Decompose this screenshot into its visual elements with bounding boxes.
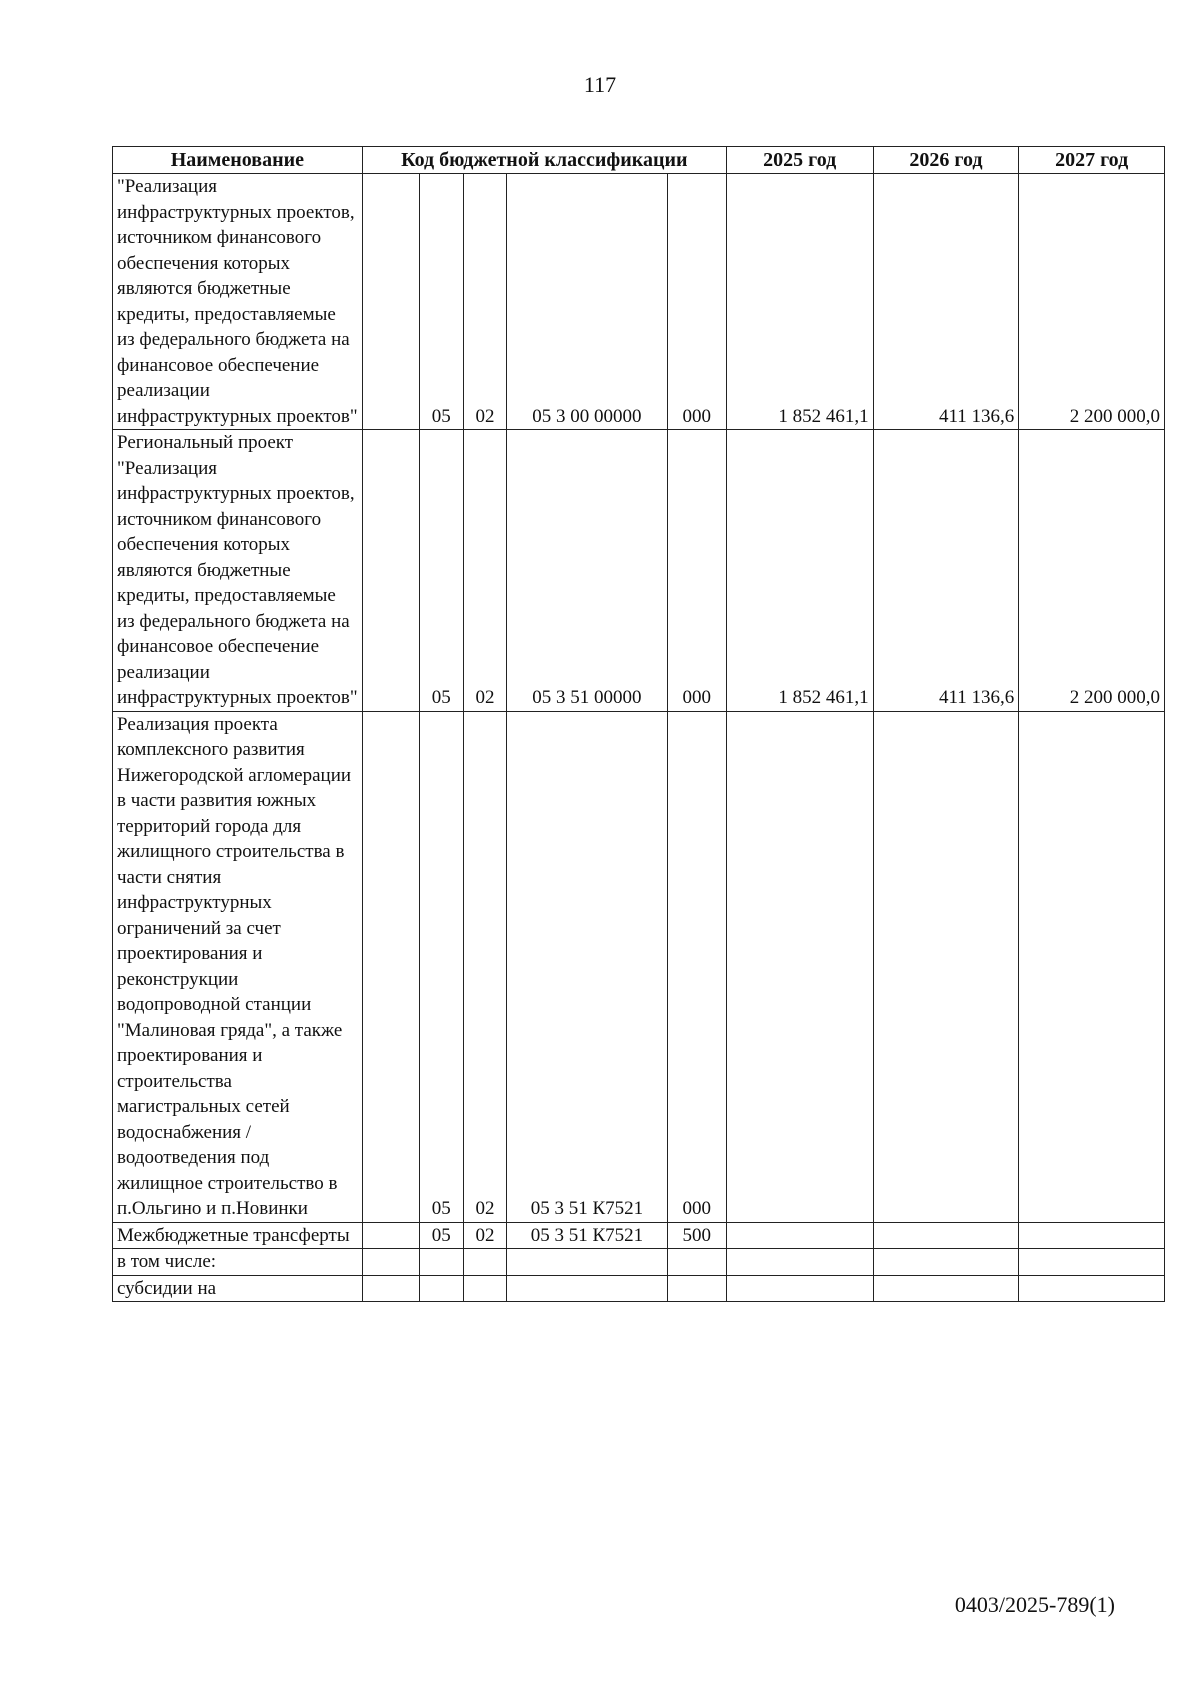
code-cell bbox=[362, 1275, 419, 1302]
code-target-article: 05 3 00 00000 bbox=[507, 174, 667, 430]
amount-2026 bbox=[873, 1222, 1019, 1249]
code-expense-type: 500 bbox=[667, 1222, 726, 1249]
table-row bbox=[113, 1249, 1165, 1276]
amount-2026 bbox=[873, 1275, 1019, 1302]
table-row bbox=[113, 711, 1165, 1222]
code-target-article: 05 3 51 00000 bbox=[507, 430, 667, 712]
header-2025: 2025 год bbox=[726, 147, 873, 174]
table-row bbox=[113, 1222, 1165, 1249]
amount-2027: 2 200 000,0 bbox=[1019, 430, 1165, 712]
code-section bbox=[419, 1275, 463, 1302]
code-cell bbox=[362, 1222, 419, 1249]
amount-2027 bbox=[1019, 1222, 1165, 1249]
code-cell bbox=[362, 711, 419, 1222]
code-cell bbox=[362, 430, 419, 712]
code-cell bbox=[362, 174, 419, 430]
row-name: "Реализация инфраструктурных проектов, источником финансового обеспечения которых являются бюджетные кредиты, предоставляемые из федерального бюджета на финансовое обеспечение реализации инфраструктурных проектов" bbox=[113, 174, 363, 430]
amount-2027 bbox=[1019, 1275, 1165, 1302]
code-section: 05 bbox=[419, 711, 463, 1222]
header-name: Наименование bbox=[113, 147, 363, 174]
code-section: 05 bbox=[419, 430, 463, 712]
amount-2026 bbox=[873, 1249, 1019, 1276]
budget-table bbox=[112, 146, 1165, 1302]
table-header-row bbox=[113, 147, 1165, 174]
document-code: 0403/2025-789(1) bbox=[954, 1592, 1115, 1617]
code-subsection bbox=[463, 1249, 507, 1276]
header-2026: 2026 год bbox=[873, 147, 1019, 174]
code-target-article: 05 3 51 К7521 bbox=[507, 1222, 667, 1249]
amount-2026: 411 136,6 bbox=[873, 174, 1019, 430]
page-number: 117 bbox=[583, 72, 617, 97]
code-subsection bbox=[463, 1275, 507, 1302]
code-expense-type bbox=[667, 1249, 726, 1276]
code-target-article bbox=[507, 1275, 667, 1302]
code-expense-type bbox=[667, 1275, 726, 1302]
amount-2027 bbox=[1019, 711, 1165, 1222]
table-row bbox=[113, 430, 1165, 712]
code-subsection: 02 bbox=[463, 711, 507, 1222]
code-expense-type: 000 bbox=[667, 174, 726, 430]
amount-2025: 1 852 461,1 bbox=[726, 430, 873, 712]
code-cell bbox=[362, 1249, 419, 1276]
amount-2026: 411 136,6 bbox=[873, 430, 1019, 712]
code-subsection: 02 bbox=[463, 1222, 507, 1249]
amount-2025 bbox=[726, 1249, 873, 1276]
row-name: в том числе: bbox=[113, 1249, 363, 1276]
table-row bbox=[113, 1275, 1165, 1302]
code-subsection: 02 bbox=[463, 174, 507, 430]
row-name: Региональный проект "Реализация инфраструктурных проектов, источником финансового обеспечения которых являются бюджетные кредиты, предоставляемые из федерального бюджета на финансовое обеспечение реализации инфраструктурных проектов" bbox=[113, 430, 363, 712]
table-row bbox=[113, 174, 1165, 430]
row-name: Реализация проекта комплексного развития Нижегородской агломерации в части развития южных территорий города для жилищного строительства в части снятия инфраструктурных ограничений за счет проектирования и реконструкции водопроводной станции "Малиновая гряда", а также проектирования и строительства магистральных сетей водоснабжения / водоотведения под жилищное строительство в п.Ольгино и п.Новинки bbox=[113, 711, 363, 1222]
code-subsection: 02 bbox=[463, 430, 507, 712]
code-section: 05 bbox=[419, 1222, 463, 1249]
header-2027: 2027 год bbox=[1019, 147, 1165, 174]
code-target-article: 05 3 51 К7521 bbox=[507, 711, 667, 1222]
row-name: Межбюджетные трансферты bbox=[113, 1222, 363, 1249]
amount-2025 bbox=[726, 1275, 873, 1302]
amount-2025 bbox=[726, 711, 873, 1222]
amount-2026 bbox=[873, 711, 1019, 1222]
amount-2027: 2 200 000,0 bbox=[1019, 174, 1165, 430]
amount-2025 bbox=[726, 1222, 873, 1249]
row-name: субсидии на bbox=[113, 1275, 363, 1302]
amount-2027 bbox=[1019, 1249, 1165, 1276]
header-budget-code: Код бюджетной классификации bbox=[362, 147, 726, 174]
code-section: 05 bbox=[419, 174, 463, 430]
code-expense-type: 000 bbox=[667, 711, 726, 1222]
amount-2025: 1 852 461,1 bbox=[726, 174, 873, 430]
code-expense-type: 000 bbox=[667, 430, 726, 712]
code-section bbox=[419, 1249, 463, 1276]
code-target-article bbox=[507, 1249, 667, 1276]
